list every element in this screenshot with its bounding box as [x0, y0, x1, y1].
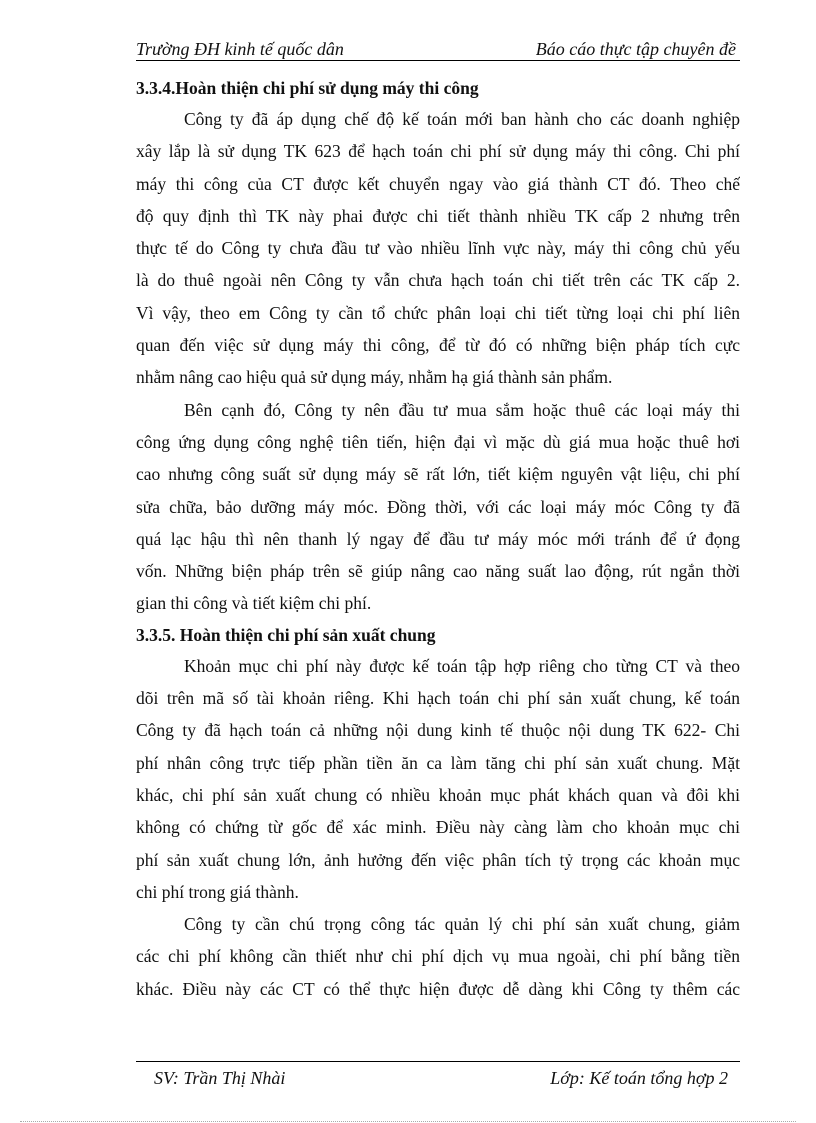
footer-class: Lớp: Kế toán tổng hợp 2 [550, 1068, 728, 1088]
text-line: là do thuê ngoài nên Công ty vẫn chưa hạch toán chi tiết trên các TK cấp 2. [136, 270, 740, 291]
header-report-title: Báo cáo thực tập chuyên đề [535, 39, 736, 59]
text-line: dõi trên mã số tài khoản riêng. Khi hạch toán chi phí sản xuất chung, kế toán [136, 688, 740, 709]
footer-student: SV: Trần Thị Nhài [154, 1068, 286, 1088]
text-line: không có chứng từ gốc để xác minh. Điều này càng làm cho khoản mục chi [136, 817, 740, 838]
paragraph [136, 103, 740, 394]
page-body [136, 73, 740, 1005]
text-line: các chi phí không cần thiết như chi phí dịch vụ mua ngoài, chi phí bằng tiền [136, 946, 740, 967]
text-line: khác, chi phí sản xuất chung có nhiều khoản mục phát khách quan và đôi khi [136, 784, 740, 805]
text-line: công ứng dụng công nghệ tiên tiến, hiện đại vì mặc dù giá mua hoặc thuê hơi [136, 431, 740, 452]
text-line: cao nhưng công suất sử dụng máy sẽ rất lớn, tiết kiệm nguyên vật liệu, chi phí [136, 464, 740, 485]
text-line: Công ty đã hạch toán cả những nội dung kinh tế thuộc nội dung TK 622- Chi [136, 720, 740, 741]
section-heading: 3.3.4.Hoàn thiện chi phí sử dụng máy thi công [136, 78, 479, 98]
text-line: Bên cạnh đó, Công ty nên đầu tư mua sắm hoặc thuê các loại máy thi [184, 399, 740, 420]
text-line: máy thi công của CT được kết chuyển ngay vào giá thành CT đó. Theo chế [136, 173, 740, 194]
page-edge-divider [20, 1121, 796, 1122]
text-line: sửa chữa, bảo dưỡng máy móc. Đồng thời, với các loại máy móc Công ty đã [136, 496, 740, 517]
paragraph [136, 394, 740, 620]
text-line: quá lạc hậu thì nên thanh lý ngay để đầu tư máy móc mới tránh để ứ đọng [136, 528, 740, 549]
text-line: khác. Điều này các CT có thể thực hiện được dễ dàng khi Công ty thêm các [136, 978, 740, 999]
text-line: Khoản mục chi phí này được kế toán tập hợp riêng cho từng CT và theo [184, 655, 740, 676]
paragraph [136, 908, 740, 1005]
section-heading: 3.3.5. Hoàn thiện chi phí sản xuất chung [136, 624, 436, 645]
paragraph [136, 650, 740, 908]
header-school: Trường ĐH kinh tế quốc dân [136, 39, 344, 59]
text-line: phí sản xuất chung lớn, ảnh hưởng đến việc phân tích tỷ trọng các khoản mục [136, 849, 740, 870]
page-footer [136, 1061, 740, 1090]
text-line: phí nhân công trực tiếp phần tiền ăn ca làm tăng chi phí sản xuất chung. Mặt [136, 752, 740, 773]
text-line: nhằm nâng cao hiệu quả sử dụng máy, nhằm hạ giá thành sản phẩm. [136, 367, 613, 388]
text-line: thực tế do Công ty chưa đầu tư vào nhiều lĩnh vực này, máy thi công chủ yếu [136, 238, 740, 259]
text-line: Vì vậy, theo em Công ty cần tổ chức phân loại chi tiết từng loại chi phí liên [136, 302, 740, 323]
text-line: Công ty đã áp dụng chế độ kế toán mới ban hành cho các doanh nghiệp [184, 109, 740, 129]
text-line: quan đến việc sử dụng máy thi công, để từ đó có những biện pháp tích cực [136, 335, 740, 356]
text-line: Công ty cần chú trọng công tác quản lý chi phí sản xuất chung, giảm [184, 914, 740, 935]
page-header [136, 38, 740, 61]
text-line: độ quy định thì TK này phai được chi tiết thành nhiều TK cấp 2 nhưng trên [136, 205, 740, 226]
text-line: vốn. Những biện pháp trên sẽ giúp nâng cao năng suất lao động, rút ngắn thời [136, 561, 740, 582]
text-line: xây lắp là sử dụng TK 623 để hạch toán chi phí sử dụng máy thi công. Chi phí [136, 141, 740, 162]
text-line: chi phí trong giá thành. [136, 881, 299, 902]
text-line: gian thi công và tiết kiệm chi phí. [136, 593, 372, 614]
